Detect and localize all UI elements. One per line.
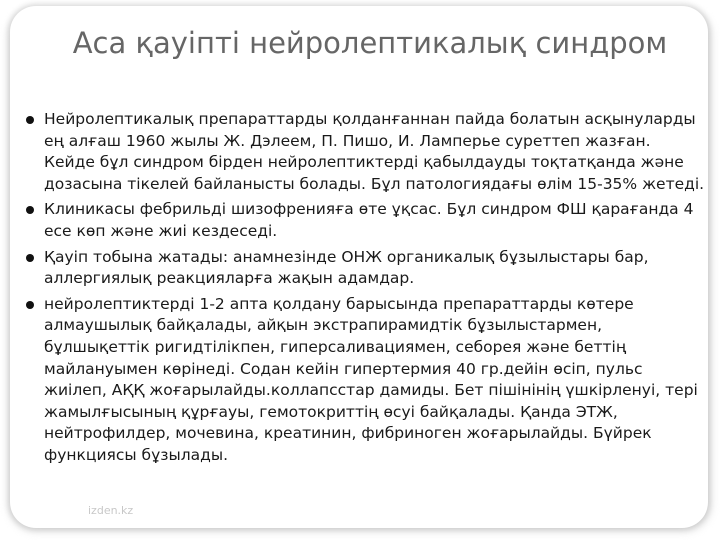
bullet-item (24, 199, 706, 242)
bullet-text: Нейролептикалық препараттарды қолданғаннан пайда болатын асқынуларды ең алғаш 1960 жылы Ж. Дэлеем, П. Пишо, И. Ламперье суреттеп жазған. Кейде бұл синдром бірден нейролептиктерді қабылдауды тоқтатқанда және дозасына тікелей байланысты болады. Бұл патологиядағы өлім 15-35% жетеді. (44, 110, 705, 193)
bullet-text: нейролептиктерді 1-2 апта қолдану барысында препараттарды көтере алмаушылық байқалады, айқын экстрапирамидтік бұзылыстармен, бұлшықеттік ригидтілікпен, гиперсаливациямен, себорея және беттің майлануымен көрінеді. Содан кейін гипертермия 40 гр.дейін өсіп, пульс жиілеп, АҚҚ жоғарылайды.коллапсстар дамиды. Бет пішінінің үшкірленуі, тері жамылғысының құрғауы, гемотокриттің өсуі байқалады. Қанда ЭТЖ, нейтрофилдер, мочевина, креатинин, фибриноген жоғарылайды. Бүйрек функциясы бұзылады. (44, 294, 698, 464)
bullet-icon (26, 301, 34, 309)
bullet-list (24, 109, 706, 471)
bullet-icon (26, 206, 34, 214)
bullet-item (24, 294, 706, 467)
bullet-icon (26, 254, 34, 262)
slide (10, 6, 708, 528)
footer-watermark: izden.kz (88, 504, 134, 517)
bullet-text: Клиникасы фебрильді шизофренияға өте ұқсас. Бұл синдром ФШ қарағанда 4 есе көп және жиі кездеседі. (44, 200, 694, 240)
slide-title: Аса қауіпті нейролептикалық синдром (72, 26, 668, 60)
bullet-item (24, 247, 706, 290)
bullet-text: Қауіп тобына жатады: анамнезінде ОНЖ органикалық бұзылыстары бар, аллергиялық реакцияларға жақын адамдар. (44, 247, 649, 288)
bullet-item (24, 109, 706, 195)
bullet-icon (26, 116, 34, 124)
